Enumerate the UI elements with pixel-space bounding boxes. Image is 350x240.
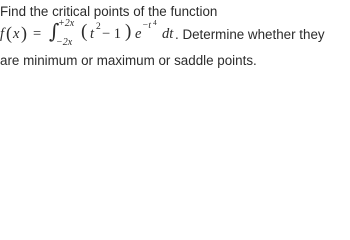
integrand-open-paren: ( bbox=[81, 21, 88, 42]
problem-determine-text: . Determine whether they bbox=[175, 27, 325, 42]
t-exponent: 2 bbox=[96, 22, 101, 32]
integrand-close-paren: ) bbox=[125, 21, 132, 42]
close-paren: ) bbox=[21, 23, 27, 43]
exp-four: 4 bbox=[153, 18, 157, 27]
differential-dt: dt bbox=[162, 26, 174, 42]
problem-statement bbox=[0, 0, 350, 73]
integral-icon: ∫ bbox=[49, 19, 60, 43]
minus-one: − 1 bbox=[102, 26, 122, 42]
problem-question-text: are minimum or maximum or saddle points. bbox=[0, 53, 257, 68]
problem-intro-text: Find the critical points of the function bbox=[0, 4, 218, 19]
euler-e: e bbox=[135, 26, 142, 42]
upper-limit: +2x bbox=[58, 18, 75, 29]
function-name: f bbox=[0, 26, 5, 42]
lower-limit: −2x bbox=[56, 37, 73, 48]
equals-sign: = bbox=[33, 26, 42, 42]
function-variable: x bbox=[13, 26, 20, 42]
exp-minus-t: −t bbox=[142, 21, 152, 31]
integrand-t: t bbox=[90, 26, 95, 42]
open-paren: ( bbox=[6, 23, 12, 43]
